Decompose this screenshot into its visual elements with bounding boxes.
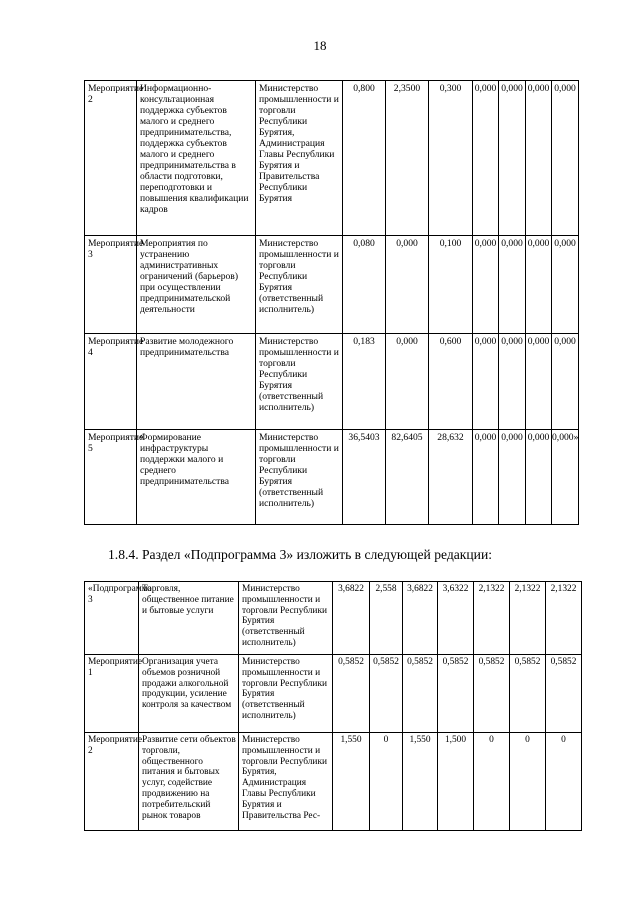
page-number: 18 <box>313 38 327 53</box>
table-row <box>85 236 579 334</box>
value-cell: 28,632 <box>429 430 473 525</box>
subprogram-3-table <box>84 581 582 831</box>
value-cell: 2,558 <box>370 582 403 655</box>
value-cell: 0,100 <box>429 236 473 334</box>
table-row <box>85 81 579 236</box>
value-cell: 0,000 <box>526 334 552 430</box>
row-name-cell: Мероприятие 2 <box>85 733 139 831</box>
value-cell: 0,5852 <box>333 655 370 733</box>
subprogram-2-table <box>84 80 579 525</box>
value-cell: 0,000 <box>386 236 429 334</box>
table-row <box>85 430 579 525</box>
value-cell: 0,000» <box>552 430 579 525</box>
row-name-cell: Мероприятие 5 <box>85 430 137 525</box>
value-cell: 0,000 <box>473 81 499 236</box>
value-cell: 2,1322 <box>474 582 510 655</box>
row-description-cell: Торговля, общественное питание и бытовые услуги <box>139 582 239 655</box>
value-cell: 0,000 <box>526 81 552 236</box>
value-cell: 0 <box>510 733 546 831</box>
value-cell: 0,5852 <box>438 655 474 733</box>
value-cell: 0 <box>370 733 403 831</box>
value-cell: 0,000 <box>473 334 499 430</box>
value-cell: 82,6405 <box>386 430 429 525</box>
value-cell: 0,000 <box>552 334 579 430</box>
row-name-cell: Мероприятие 2 <box>85 81 137 236</box>
row-description-cell: Развитие молодежного предпринимательства <box>137 334 256 430</box>
value-cell: 1,550 <box>403 733 438 831</box>
row-executor-cell: Министерство промышленности и торговли Республики Бурятия (ответственный исполнитель) <box>256 430 343 525</box>
value-cell: 0,000 <box>552 81 579 236</box>
row-description-cell: Организация учета объемов розничной продажи алкогольной продукции, усиление контроля за качеством <box>139 655 239 733</box>
row-description-cell: Развитие сети объектов торговли, общественного питания и бытовых услуг, содействие продвижению на потребительский рынок товаров <box>139 733 239 831</box>
row-description-cell: Информационно-консультационная поддержка субъектов малого и среднего предпринимательства, поддержка субъектов малого и среднего предпринимательства в области подготовки, переподготовки и повышения квалификации кадров <box>137 81 256 236</box>
value-cell: 0,000 <box>473 236 499 334</box>
value-cell: 0,5852 <box>510 655 546 733</box>
value-cell: 0,000 <box>499 430 526 525</box>
row-name-cell: Мероприятие 1 <box>85 655 139 733</box>
value-cell: 0,800 <box>343 81 386 236</box>
value-cell: 2,1322 <box>510 582 546 655</box>
row-description-cell: Мероприятия по устранению административных ограничений (барьеров) при осуществлении предпринимательской деятельности <box>137 236 256 334</box>
row-description-cell: Формирование инфраструктуры поддержки малого и среднего предпринимательства <box>137 430 256 525</box>
row-executor-cell: Министерство промышленности и торговли Республики Бурятия (ответственный исполнитель) <box>239 655 333 733</box>
value-cell: 0,000 <box>499 81 526 236</box>
value-cell: 1,500 <box>438 733 474 831</box>
row-name-cell: «Подпрограмма 3 <box>85 582 139 655</box>
table-row <box>85 733 582 831</box>
value-cell: 0,5852 <box>474 655 510 733</box>
value-cell: 0,5852 <box>370 655 403 733</box>
value-cell: 36,5403 <box>343 430 386 525</box>
row-name-cell: Мероприятие 4 <box>85 334 137 430</box>
value-cell: 0,000 <box>499 236 526 334</box>
value-cell: 0,5852 <box>546 655 582 733</box>
value-cell: 0,000 <box>386 334 429 430</box>
row-executor-cell: Министерство промышленности и торговли Республики Бурятия, Администрация Главы Республики Бурятия и Правительства Рес- <box>239 733 333 831</box>
value-cell: 0,5852 <box>403 655 438 733</box>
value-cell: 0 <box>474 733 510 831</box>
value-cell: 2,1322 <box>546 582 582 655</box>
value-cell: 0,080 <box>343 236 386 334</box>
row-name-cell: Мероприятие 3 <box>85 236 137 334</box>
row-executor-cell: Министерство промышленности и торговли Республики Бурятия, Администрация Главы Республики Бурятия и Правительства Республики Бурятия <box>256 81 343 236</box>
value-cell: 0,000 <box>473 430 499 525</box>
value-cell: 0,000 <box>552 236 579 334</box>
row-executor-cell: Министерство промышленности и торговли Республики Бурятия (ответственный исполнитель) <box>256 334 343 430</box>
value-cell: 0,000 <box>526 236 552 334</box>
value-cell: 3,6322 <box>438 582 474 655</box>
value-cell: 0 <box>546 733 582 831</box>
value-cell: 3,6822 <box>403 582 438 655</box>
value-cell: 2,3500 <box>386 81 429 236</box>
section-heading: 1.8.4. Раздел «Подпрограмма 3» изложить в следующей редакции: <box>108 547 493 562</box>
value-cell: 0,000 <box>526 430 552 525</box>
value-cell: 0,000 <box>499 334 526 430</box>
row-executor-cell: Министерство промышленности и торговли Республики Бурятия (ответственный исполнитель) <box>239 582 333 655</box>
row-executor-cell: Министерство промышленности и торговли Республики Бурятия (ответственный исполнитель) <box>256 236 343 334</box>
value-cell: 0,600 <box>429 334 473 430</box>
table-row <box>85 334 579 430</box>
value-cell: 0,300 <box>429 81 473 236</box>
table-row <box>85 582 582 655</box>
value-cell: 1,550 <box>333 733 370 831</box>
table-row <box>85 655 582 733</box>
value-cell: 3,6822 <box>333 582 370 655</box>
value-cell: 0,183 <box>343 334 386 430</box>
